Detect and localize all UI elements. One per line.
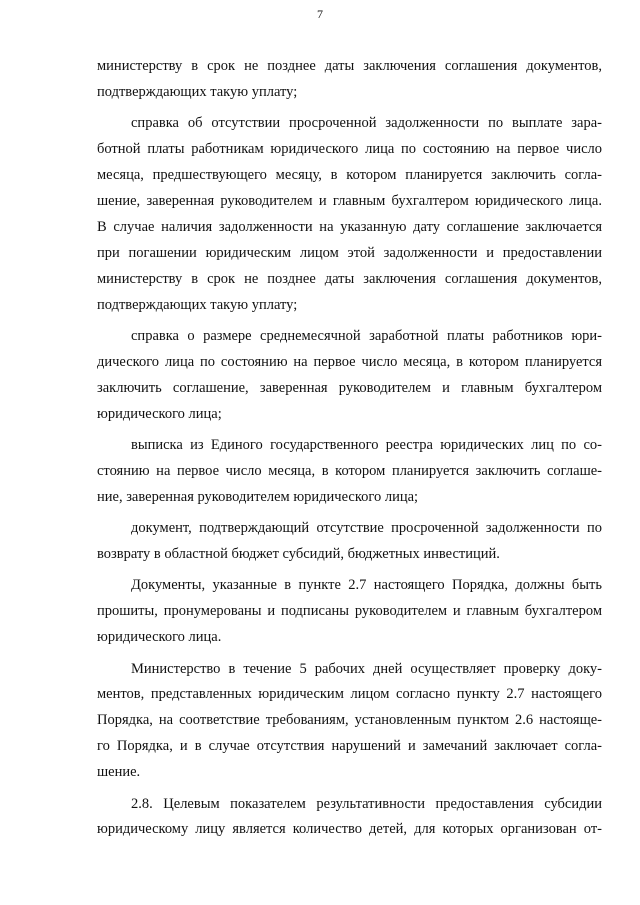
text-line: справка об отсутствии просроченной задолженности по выплате зара- [131, 115, 602, 132]
text-line: возврату в областной бюджет субсидий, бюджетных инвестиций. [97, 546, 500, 563]
text-line: го Порядка, и в случае отсутствия нарушений и замечаний заключает согла- [97, 738, 602, 755]
paragraph [97, 54, 602, 106]
text-line: подтверждающих такую уплату; [97, 83, 298, 100]
text-line: заключить соглашение, заверенная руководителем и главным бухгалтером [97, 379, 602, 396]
text-line: юридическому лицу является количество детей, для которых организован от- [97, 821, 602, 838]
text-line: справка о размере среднемесячной заработной платы работников юри- [131, 327, 602, 344]
text-line: Порядка, на соответствие требованиям, установленным пунктом 2.6 настояще- [97, 712, 602, 729]
paragraph [97, 573, 602, 651]
text-line: 2.8. Целевым показателем результативности предоставления субсидии [131, 795, 602, 812]
document-body [97, 54, 602, 843]
text-line: документ, подтверждающий отсутствие просроченной задолженности по [131, 520, 602, 537]
text-line: Документы, указанные в пункте 2.7 настоящего Порядка, должны быть [131, 577, 602, 594]
text-line: выписка из Единого государственного реестра юридических лиц по со- [131, 436, 602, 453]
text-line: ние, заверенная руководителем юридического лица; [97, 488, 419, 505]
text-line: министерству в срок не позднее даты заключения соглашения документов, [97, 270, 602, 287]
text-line: прошиты, пронумерованы и подписаны руководителем и главным бухгалтером [97, 603, 602, 620]
text-line: шение, заверенная руководителем и главным бухгалтером юридического лица. [97, 192, 602, 209]
text-line: министерству в срок не позднее даты заключения соглашения документов, [97, 58, 602, 74]
text-line: юридического лица; [97, 405, 222, 422]
text-line: дического лица по состоянию на первое число месяца, в котором планируется [97, 353, 602, 370]
paragraph [97, 657, 602, 786]
page-number: 7 [317, 7, 323, 21]
paragraph [97, 324, 602, 428]
paragraph [97, 433, 602, 511]
text-line: стоянию на первое число месяца, в котором планируется заключить соглаше- [97, 462, 602, 479]
text-line: ботной платы работникам юридического лица по состоянию на первое число [97, 141, 602, 158]
paragraph [97, 516, 602, 568]
text-line: ментов, представленных юридическим лицом согласно пункту 2.7 настоящего [97, 686, 602, 703]
text-line: юридического лица. [97, 629, 222, 646]
text-line: при погашении юридическим лицом этой задолженности и предоставлении [97, 244, 602, 261]
paragraph [97, 792, 602, 844]
text-line: В случае наличия задолженности на указанную дату соглашение заключается [97, 218, 602, 235]
text-line: Министерство в течение 5 рабочих дней осуществляет проверку доку- [131, 660, 602, 677]
text-line: месяца, предшествующего месяцу, в котором планируется заключить согла- [97, 167, 602, 184]
text-line: подтверждающих такую уплату; [97, 296, 298, 313]
text-line: шение. [97, 764, 141, 781]
paragraph [97, 111, 602, 318]
